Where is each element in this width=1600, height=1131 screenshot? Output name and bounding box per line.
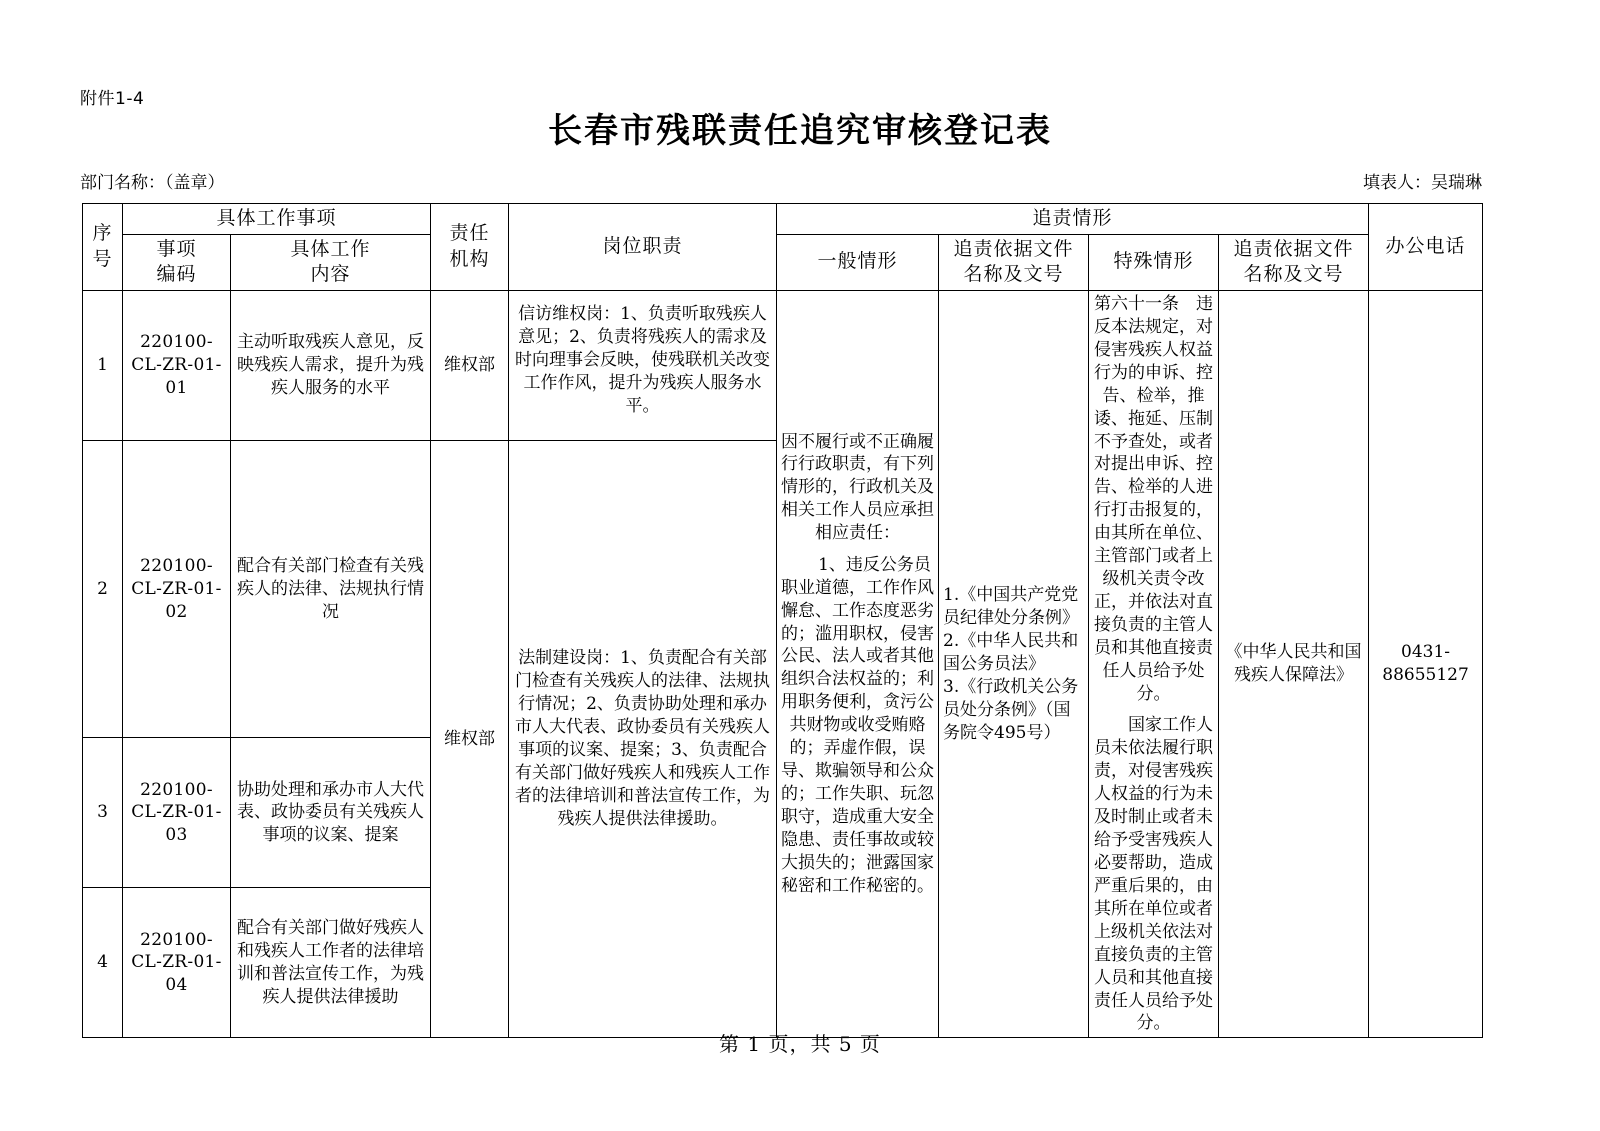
header-doc-basis-1-line2: 名称及文号 — [963, 263, 1064, 286]
table-body — [83, 290, 1483, 1038]
header-doc-basis-1-line1: 追责依据文件 — [953, 237, 1074, 260]
header-item-code-line2: 编码 — [156, 263, 197, 286]
header-item-code-line1: 事项 — [156, 237, 197, 260]
general-case-intro: 因不履行或不正确履行行政职责，有下列情形的，行政机关及相关工作人员应承担相应责任： — [781, 431, 935, 544]
cell-item-code: 220100-CL-ZR-01-04 — [123, 888, 231, 1038]
cell-item-code: 220100-CL-ZR-01-03 — [123, 738, 231, 888]
header-item-content-line2: 内容 — [310, 263, 351, 286]
header-post-duty: 岗位职责 — [509, 204, 777, 291]
header-row-top — [83, 204, 1483, 235]
header-seq-char1: 序 — [92, 222, 113, 245]
header-doc-basis-2 — [1219, 234, 1369, 290]
header-doc-basis-2-line1: 追责依据文件 — [1233, 237, 1354, 260]
header-doc-basis-1 — [939, 234, 1089, 290]
cell-item-code: 220100-CL-ZR-01-01 — [123, 290, 231, 440]
header-work-item-group: 具体工作事项 — [123, 204, 431, 235]
attachment-number: 附件1-4 — [80, 89, 145, 109]
page-title: 长春市残联责任追究审核登记表 — [548, 111, 1052, 151]
accountability-table — [82, 203, 1483, 1038]
cell-responsible-org: 维权部 — [431, 290, 509, 440]
header-doc-basis-2-line2: 名称及文号 — [1243, 263, 1344, 286]
cell-item-code: 220100-CL-ZR-01-02 — [123, 440, 231, 738]
cell-item-content: 配合有关部门做好残疾人和残疾人工作者的法律培训和普法宣传工作，为残疾人提供法律援助 — [231, 888, 431, 1038]
cell-doc-basis-2: 《中华人民共和国残疾人保障法》 — [1219, 290, 1369, 1038]
general-case-item-1: 1、违反公务员职业道德，工作作风懈怠、工作态度恶劣的；滥用职权，侵害公民、法人或者其他组织合法权益的；利用职务便利，贪污公共财物或收受贿赂的；弄虚作假，误导、欺骗领导和公众的；工作失职、玩忽职守，造成重大安全隐患、责任事故或较大损失的；泄露国家秘密和工作秘密的。 — [781, 554, 935, 896]
header-accountability-group: 追责情形 — [777, 204, 1369, 235]
cell-seq: 3 — [83, 738, 123, 888]
cell-post-duty: 法制建设岗：1、负责配合有关部门检查有关残疾人的法律、法规执行情况；2、负责协助处理和承办市人大代表、政协委员有关残疾人事项的议案、提案；3、负责配合有关部门做好残疾人和残疾人工作者的法律培训和普法宣传工作，为残疾人提供法律援助。 — [509, 440, 777, 1038]
header-responsible-org — [431, 204, 509, 291]
form-filler-label: 填表人：吴瑞琳 — [1363, 173, 1482, 193]
table-header — [83, 204, 1483, 291]
cell-item-content: 协助处理和承办市人大代表、政协委员有关残疾人事项的议案、提案 — [231, 738, 431, 888]
header-seq-char2: 号 — [92, 247, 113, 270]
table-row — [83, 290, 1483, 440]
header-item-code — [123, 234, 231, 290]
cell-special-case — [1089, 290, 1219, 1038]
header-row-bottom — [83, 234, 1483, 290]
header-item-content-line1: 具体工作 — [290, 237, 371, 260]
doc-basis-1-item: 2.《中华人民共和国公务员法》 — [943, 630, 1079, 674]
header-general-case: 一般情形 — [777, 234, 939, 290]
department-name-label: 部门名称：（盖章） — [80, 173, 225, 193]
page-footer: 第 1 页，共 5 页 — [719, 1032, 881, 1056]
header-responsible-org-line2: 机构 — [449, 247, 490, 270]
special-case-paragraph-2: 国家工作人员未依法履行职责，对侵害残疾人权益的行为未及时制止或者未给予受害残疾人必要帮助，造成严重后果的，由其所在单位或者上级机关依法对直接负责的主管人员和其他直接责任人员给予处分。 — [1094, 715, 1214, 1034]
doc-basis-1-item: 3.《行政机关公务员处分条例》（国务院令495号） — [943, 676, 1079, 743]
cell-doc-basis-1 — [939, 290, 1089, 1038]
cell-office-phone — [1369, 290, 1483, 1038]
header-seq — [83, 204, 123, 291]
header-responsible-org-line1: 责任 — [449, 222, 490, 245]
cell-post-duty: 信访维权岗：1、负责听取残疾人意见；2、负责将残疾人的需求及时向理事会反映，使残联机关改变工作作风，提升为残疾人服务水平。 — [509, 290, 777, 440]
office-phone-line1: 0431- — [1401, 642, 1451, 663]
doc-basis-1-item: 1.《中国共产党党员纪律处分条例》 — [943, 584, 1080, 628]
cell-item-content: 配合有关部门检查有关残疾人的法律、法规执行情况 — [231, 440, 431, 738]
cell-responsible-org: 维权部 — [431, 440, 509, 1038]
office-phone-line2: 88655127 — [1382, 665, 1469, 686]
cell-general-case — [777, 290, 939, 1038]
accountability-table-wrapper — [82, 203, 1482, 1038]
cell-seq: 1 — [83, 290, 123, 440]
cell-item-content: 主动听取残疾人意见，反映残疾人需求，提升为残疾人服务的水平 — [231, 290, 431, 440]
header-item-content — [231, 234, 431, 290]
special-case-paragraph-1: 第六十一条 违反本法规定，对侵害残疾人权益行为的申诉、控告、检举，推诿、拖延、压制不予查处，或者对提出申诉、控告、检举的人进行打击报复的，由其所在单位、主管部门或者上级机关责令改正，并依法对直接负责的主管人员和其他直接责任人员给予处分。 — [1094, 293, 1214, 704]
cell-seq: 2 — [83, 440, 123, 738]
header-office-phone: 办公电话 — [1369, 204, 1483, 291]
header-special-case: 特殊情形 — [1089, 234, 1219, 290]
cell-seq: 4 — [83, 888, 123, 1038]
